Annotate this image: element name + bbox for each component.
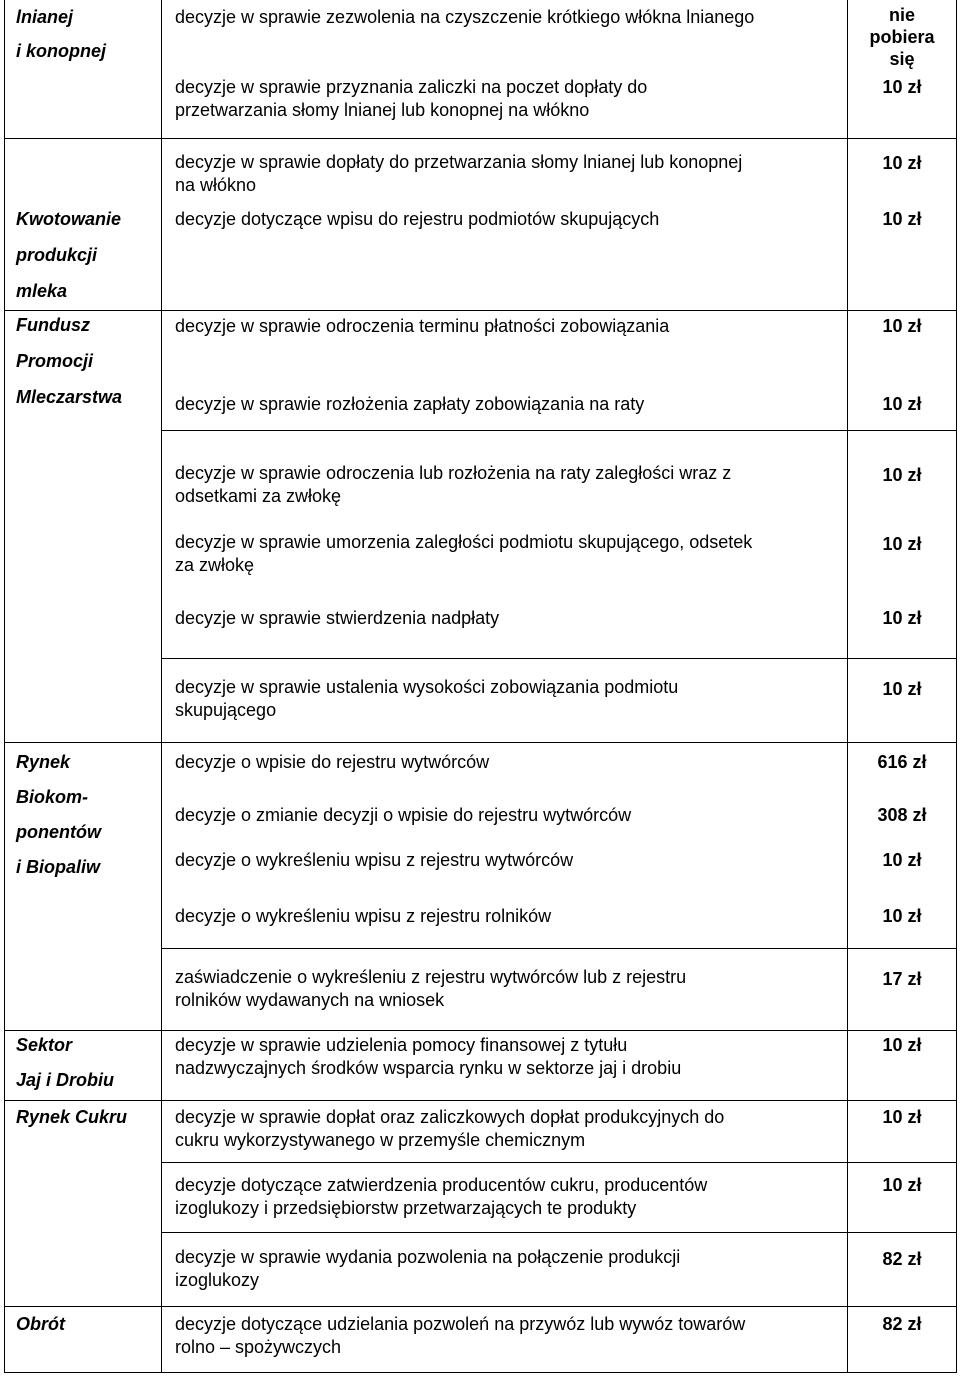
fee-line: 10 zł: [882, 534, 922, 554]
fee-line: 10 zł: [882, 1107, 922, 1127]
fee-amount: [848, 4, 956, 70]
description-line: decyzje w sprawie udzielenia pomocy finansowej z tytułu: [175, 1035, 628, 1055]
category-label: i konopnej: [16, 41, 106, 61]
category-label: lnianej: [16, 7, 74, 27]
fee-amount: [848, 968, 956, 991]
fee-amount: [848, 751, 956, 774]
fee-amount: [848, 533, 956, 556]
fee-row-description: [175, 531, 835, 577]
description-line: decyzje dotyczące udzielania pozwoleń na przywóz lub wywóz towarów: [175, 1314, 746, 1334]
fee-row-description: [175, 804, 835, 827]
row-separator: [4, 1030, 957, 1031]
category-label: Rynek Cukru: [16, 1107, 128, 1127]
row-separator: [161, 1162, 957, 1163]
fee-line: 10 zł: [882, 153, 922, 173]
category-label: Fundusz: [16, 315, 90, 335]
category-label: Rynek: [16, 752, 71, 772]
column-divider-category: [161, 0, 162, 1372]
category-label: Biokom-: [16, 787, 88, 807]
description-line: decyzje w sprawie dopłaty do przetwarzania słomy lnianej lub konopnej: [175, 152, 743, 172]
fee-line: 10 zł: [882, 1035, 922, 1055]
description-line: izoglukozy: [175, 1270, 260, 1290]
description-line: decyzje w sprawie wydania pozwolenia na połączenie produkcji: [175, 1247, 681, 1267]
fee-amount: [848, 393, 956, 416]
description-line: decyzje w sprawie odroczenia lub rozłożenia na raty zaległości wraz z: [175, 463, 732, 483]
fee-row-description: [175, 1174, 835, 1220]
description-line: decyzje w sprawie dopłat oraz zaliczkowych dopłat produkcyjnych do: [175, 1107, 725, 1127]
category-label: produkcji: [16, 245, 98, 265]
description-line: decyzje w sprawie stwierdzenia nadpłaty: [175, 608, 500, 628]
description-line: decyzje o wykreśleniu wpisu z rejestru wytwórców: [175, 850, 574, 870]
row-separator: [4, 1306, 957, 1307]
row-separator: [161, 1232, 957, 1233]
fee-line: nie: [888, 5, 915, 25]
fee-amount: [848, 849, 956, 872]
fee-amount: [848, 152, 956, 175]
description-line: decyzje w sprawie ustalenia wysokości zobowiązania podmiotu: [175, 677, 679, 697]
fee-row-description: [175, 966, 835, 1012]
fee-row-description: [175, 208, 835, 231]
fee-amount: [848, 905, 956, 928]
description-line: decyzje w sprawie odroczenia terminu płatności zobowiązania: [175, 316, 670, 336]
description-line: zaświadczenie o wykreśleniu z rejestru wytwórców lub z rejestru: [175, 967, 687, 987]
description-line: decyzje o wykreśleniu wpisu z rejestru rolników: [175, 906, 552, 926]
fee-line: pobiera: [869, 27, 935, 47]
fee-amount: [848, 1106, 956, 1129]
description-line: izoglukozy i przedsiębiorstw przetwarzających te produkty: [175, 1198, 637, 1218]
category-label: Mleczarstwa: [16, 387, 123, 407]
row-separator: [161, 430, 957, 431]
fee-line: 10 zł: [882, 1175, 922, 1195]
fee-row-description: [175, 676, 835, 722]
description-line: decyzje w sprawie przyznania zaliczki na poczet dopłaty do: [175, 77, 648, 97]
fee-row-description: [175, 607, 835, 630]
fee-amount: [848, 607, 956, 630]
category-label: Jaj i Drobiu: [16, 1070, 115, 1090]
fee-amount: [848, 1174, 956, 1197]
row-separator: [4, 310, 957, 311]
description-line: cukru wykorzystywanego w przemyśle chemicznym: [175, 1130, 586, 1150]
category-label: i Biopaliw: [16, 857, 101, 877]
row-separator: [161, 948, 957, 949]
category-label: Promocji: [16, 351, 94, 371]
fee-line: 10 zł: [882, 394, 922, 414]
description-line: przetwarzania słomy lnianej lub konopnej na włókno: [175, 100, 590, 120]
category-label: ponentów: [16, 822, 101, 842]
fee-line: 10 zł: [882, 608, 922, 628]
category-label: Kwotowanie: [16, 209, 122, 229]
fee-line: 10 zł: [882, 906, 922, 926]
category-label: Sektor: [16, 1035, 73, 1055]
category-label: Obrót: [16, 1314, 65, 1334]
description-line: rolno – spożywczych: [175, 1337, 342, 1357]
fee-line: 82 zł: [882, 1314, 922, 1334]
fee-row-description: [175, 6, 835, 29]
fee-line: 17 zł: [882, 969, 922, 989]
description-line: decyzje w sprawie umorzenia zaległości podmiotu skupującego, odsetek: [175, 532, 753, 552]
fee-row-description: [175, 905, 835, 928]
row-separator: [4, 138, 957, 139]
fee-row-description: [175, 1313, 835, 1359]
fee-amount: [848, 315, 956, 338]
description-line: decyzje dotyczące wpisu do rejestru podmiotów skupujących: [175, 209, 660, 229]
row-separator: [4, 1372, 957, 1373]
description-line: decyzje dotyczące zatwierdzenia producentów cukru, producentów: [175, 1175, 708, 1195]
category-label: mleka: [16, 281, 68, 301]
description-line: za zwłokę: [175, 555, 255, 575]
fee-line: 308 zł: [877, 805, 927, 825]
row-separator: [4, 742, 957, 743]
fee-line: 10 zł: [882, 465, 922, 485]
fee-amount: [848, 464, 956, 487]
fee-line: 10 zł: [882, 209, 922, 229]
row-separator: [161, 658, 957, 659]
table-border-right: [956, 0, 957, 1372]
fee-amount: [848, 1034, 956, 1057]
fee-amount: [848, 804, 956, 827]
fee-row-description: [175, 1106, 835, 1152]
fee-row-description: [175, 751, 835, 774]
description-line: decyzje o zmianie decyzji o wpisie do rejestru wytwórców: [175, 805, 632, 825]
fee-row-description: [175, 393, 835, 416]
fee-amount: [848, 208, 956, 231]
fee-row-description: [175, 462, 835, 508]
description-line: decyzje w sprawie rozłożenia zapłaty zobowiązania na raty: [175, 394, 645, 414]
fee-amount: [848, 76, 956, 99]
description-line: decyzje o wpisie do rejestru wytwórców: [175, 752, 490, 772]
table-border-left: [4, 0, 5, 1372]
fee-row-description: [175, 1034, 835, 1080]
fee-amount: [848, 678, 956, 701]
description-line: decyzje w sprawie zezwolenia na czyszczenie krótkiego włókna lnianego: [175, 7, 755, 27]
fee-amount: [848, 1248, 956, 1271]
description-line: nadzwyczajnych środków wsparcia rynku w sektorze jaj i drobiu: [175, 1058, 682, 1078]
fee-line: się: [889, 49, 915, 69]
description-line: odsetkami za zwłokę: [175, 486, 342, 506]
description-line: rolników wydawanych na wniosek: [175, 990, 445, 1010]
fee-row-description: [175, 76, 835, 122]
fee-line: 10 zł: [882, 679, 922, 699]
row-separator: [4, 1100, 957, 1101]
fee-row-description: [175, 151, 835, 197]
description-line: na włókno: [175, 175, 257, 195]
fee-row-description: [175, 849, 835, 872]
fee-line: 616 zł: [877, 752, 927, 772]
fee-row-description: [175, 315, 835, 338]
description-line: skupującego: [175, 700, 277, 720]
fee-line: 10 zł: [882, 316, 922, 336]
fee-row-description: [175, 1246, 835, 1292]
fee-line: 10 zł: [882, 850, 922, 870]
fee-amount: [848, 1313, 956, 1336]
fee-line: 82 zł: [882, 1249, 922, 1269]
fee-line: 10 zł: [882, 77, 922, 97]
